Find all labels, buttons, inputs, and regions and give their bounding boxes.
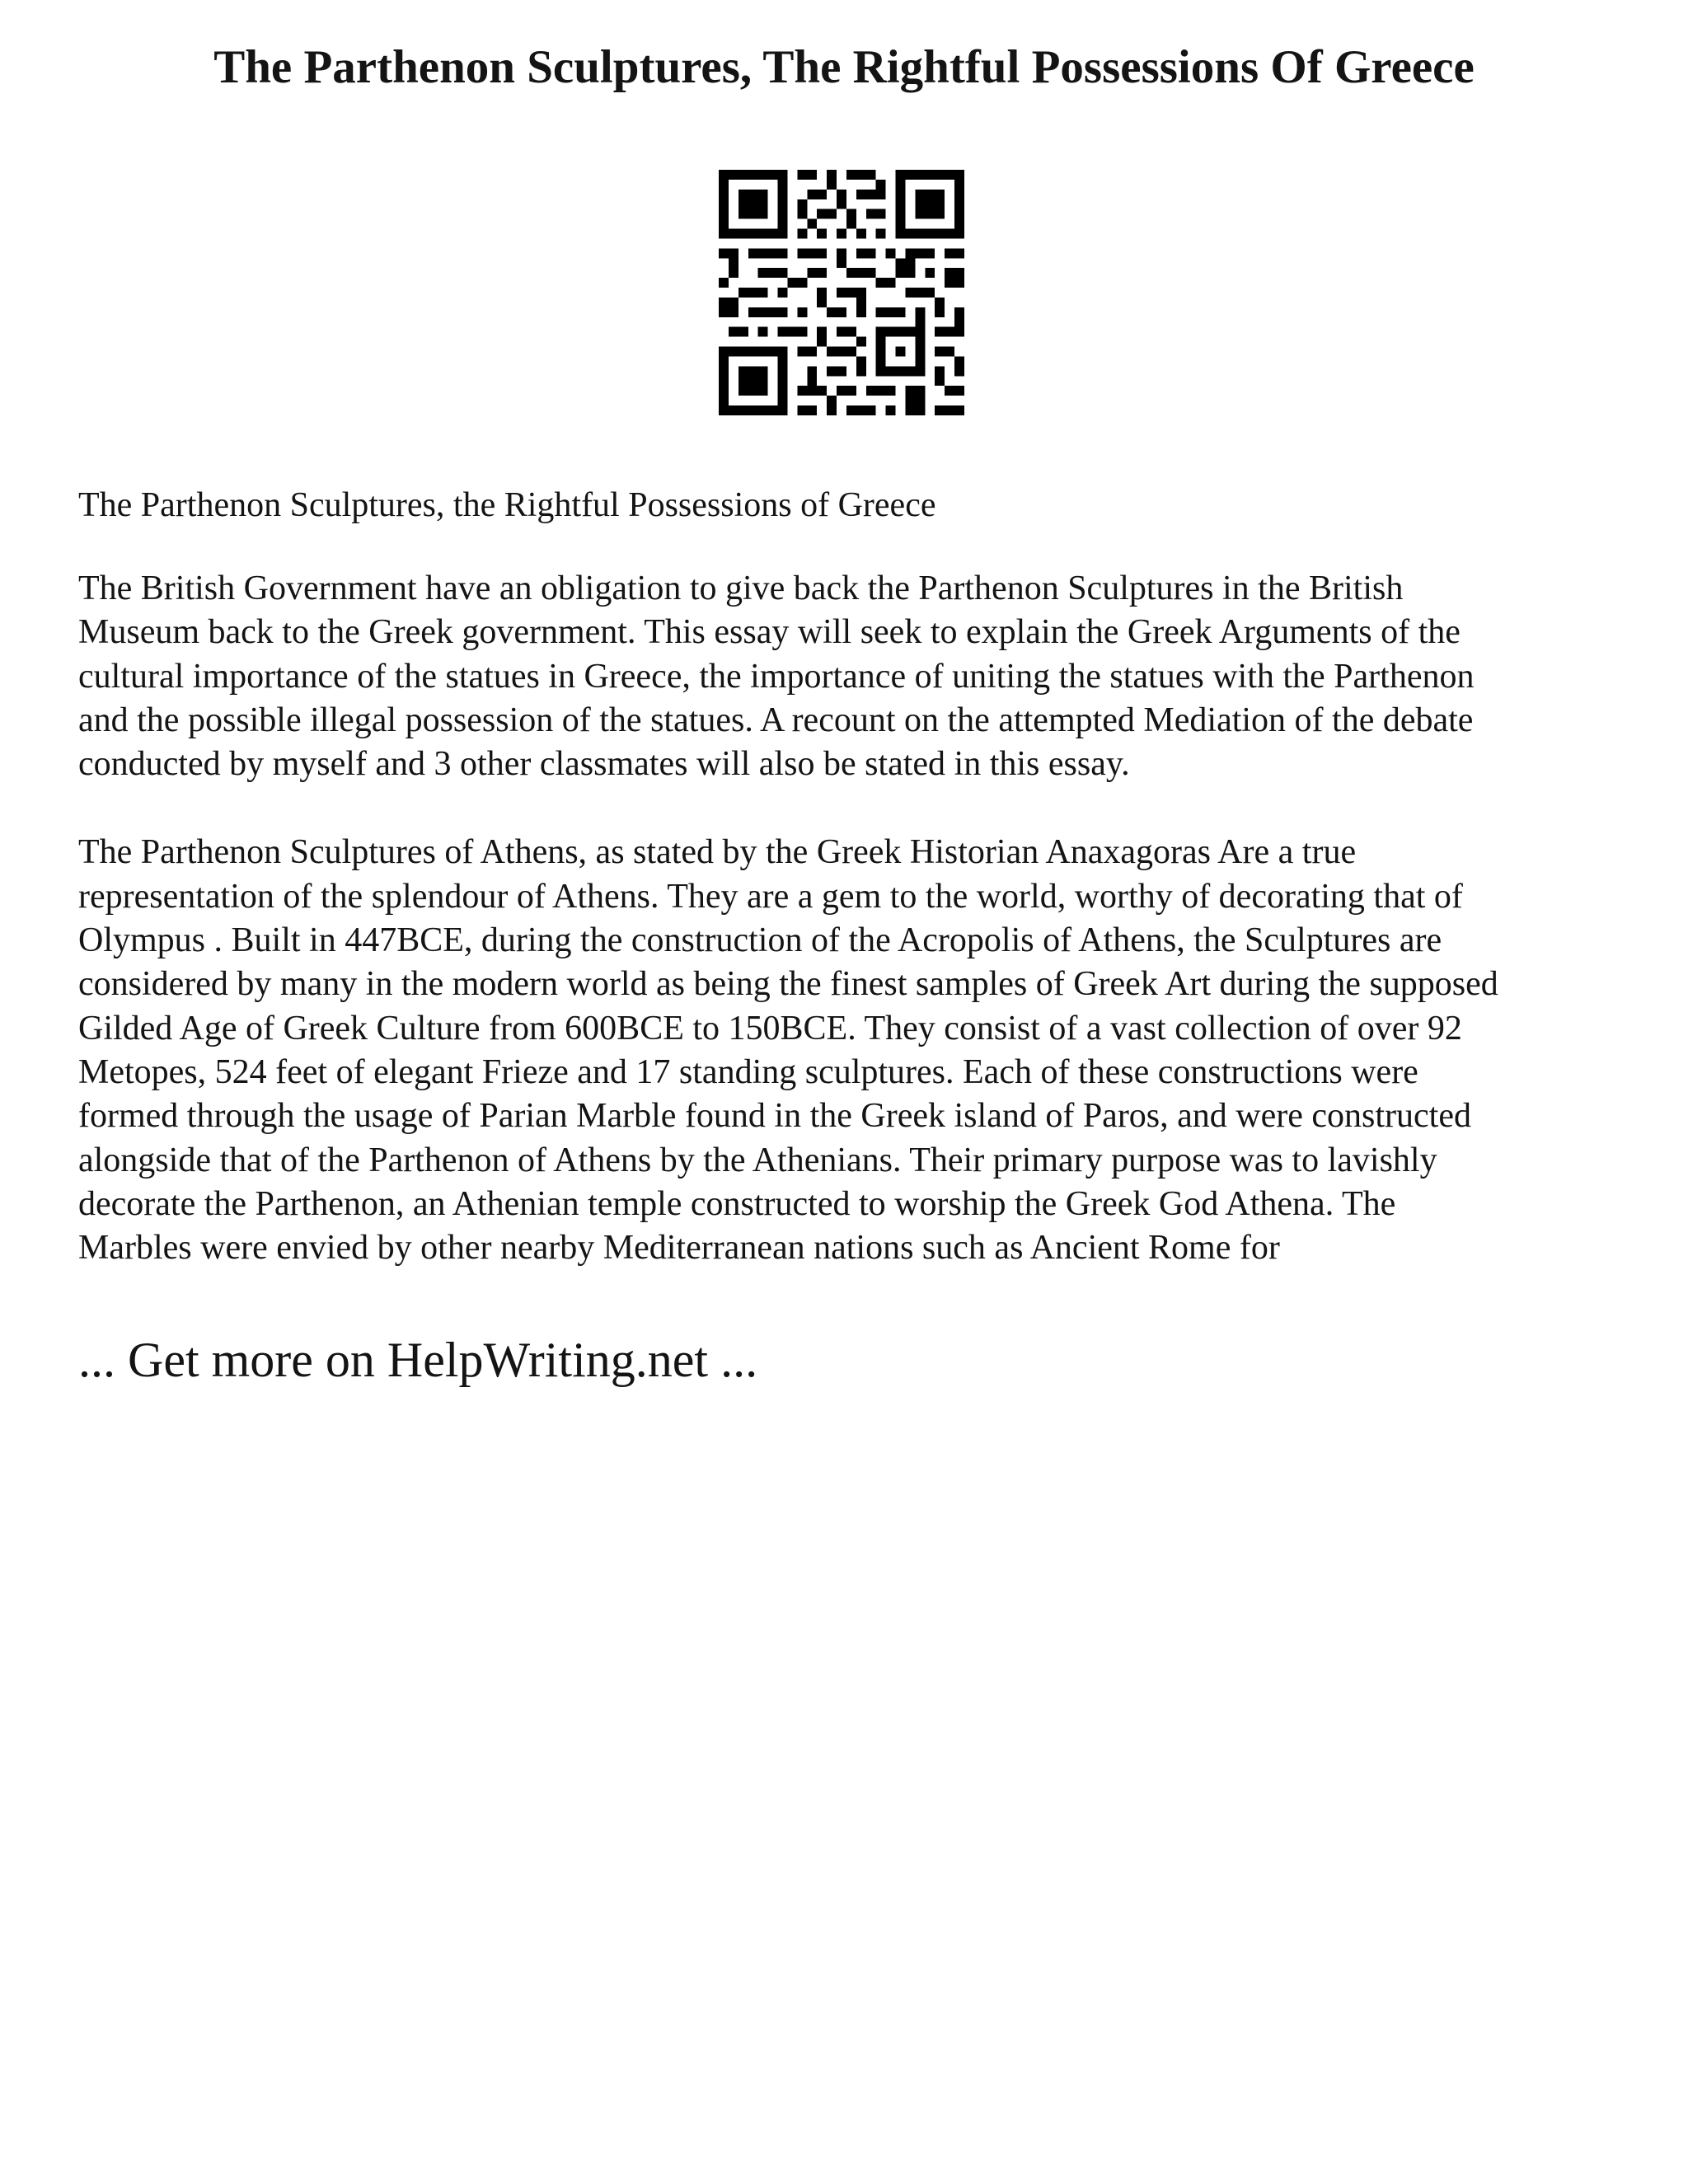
get-more-link[interactable]: ... Get more on HelpWriting.net ... (78, 1333, 758, 1388)
qr-code-icon (719, 170, 964, 415)
body-paragraph-2: The Parthenon Sculptures of Athens, as stated by the Greek Historian Anaxagoras Are a true representation of the splendour of Athens. They are a gem to the world, worthy of decorating that of Olympus . Built in 447BCE, during the construction of the Acropolis of Athens, the Sculptures are considered by many in the modern world as being the finest samples of Greek Art during the supposed Gilded Age of Greek Culture from 600BCE to 150BCE. They consist of a vast collection of over 92 Metopes, 524 feet of elegant Frieze and 17 standing sculptures. Each of these constructions were formed through the usage of Parian Marble found in the Greek island of Paros, and were constructed alongside that of the Parthenon of Athens by the Athenians. Their primary purpose was to lavishly decorate the Parthenon, an Athenian temple constructed to worship the Greek God Athena. The Marbles were envied by other nearby Mediterranean nations such as Ancient Rome for (78, 833, 1498, 1268)
body-paragraph-1: The British Government have an obligation to give back the Parthenon Sculptures in the British Museum back to the Greek government. This essay will seek to explain the Greek Arguments of the cultural importance of the statues in Greece, the importance of uniting the statues with the Parthenon and the possible illegal possession of the statues. A recount on the attempted Mediation of the debate conducted by myself and 3 other classmates will also be stated in this essay. (78, 569, 1475, 784)
document-title: The Parthenon Sculptures, The Rightful Possessions Of Greece (213, 41, 1475, 93)
document-subtitle: The Parthenon Sculptures, the Rightful Possessions of Greece (78, 486, 936, 524)
document-body (78, 480, 1628, 1389)
